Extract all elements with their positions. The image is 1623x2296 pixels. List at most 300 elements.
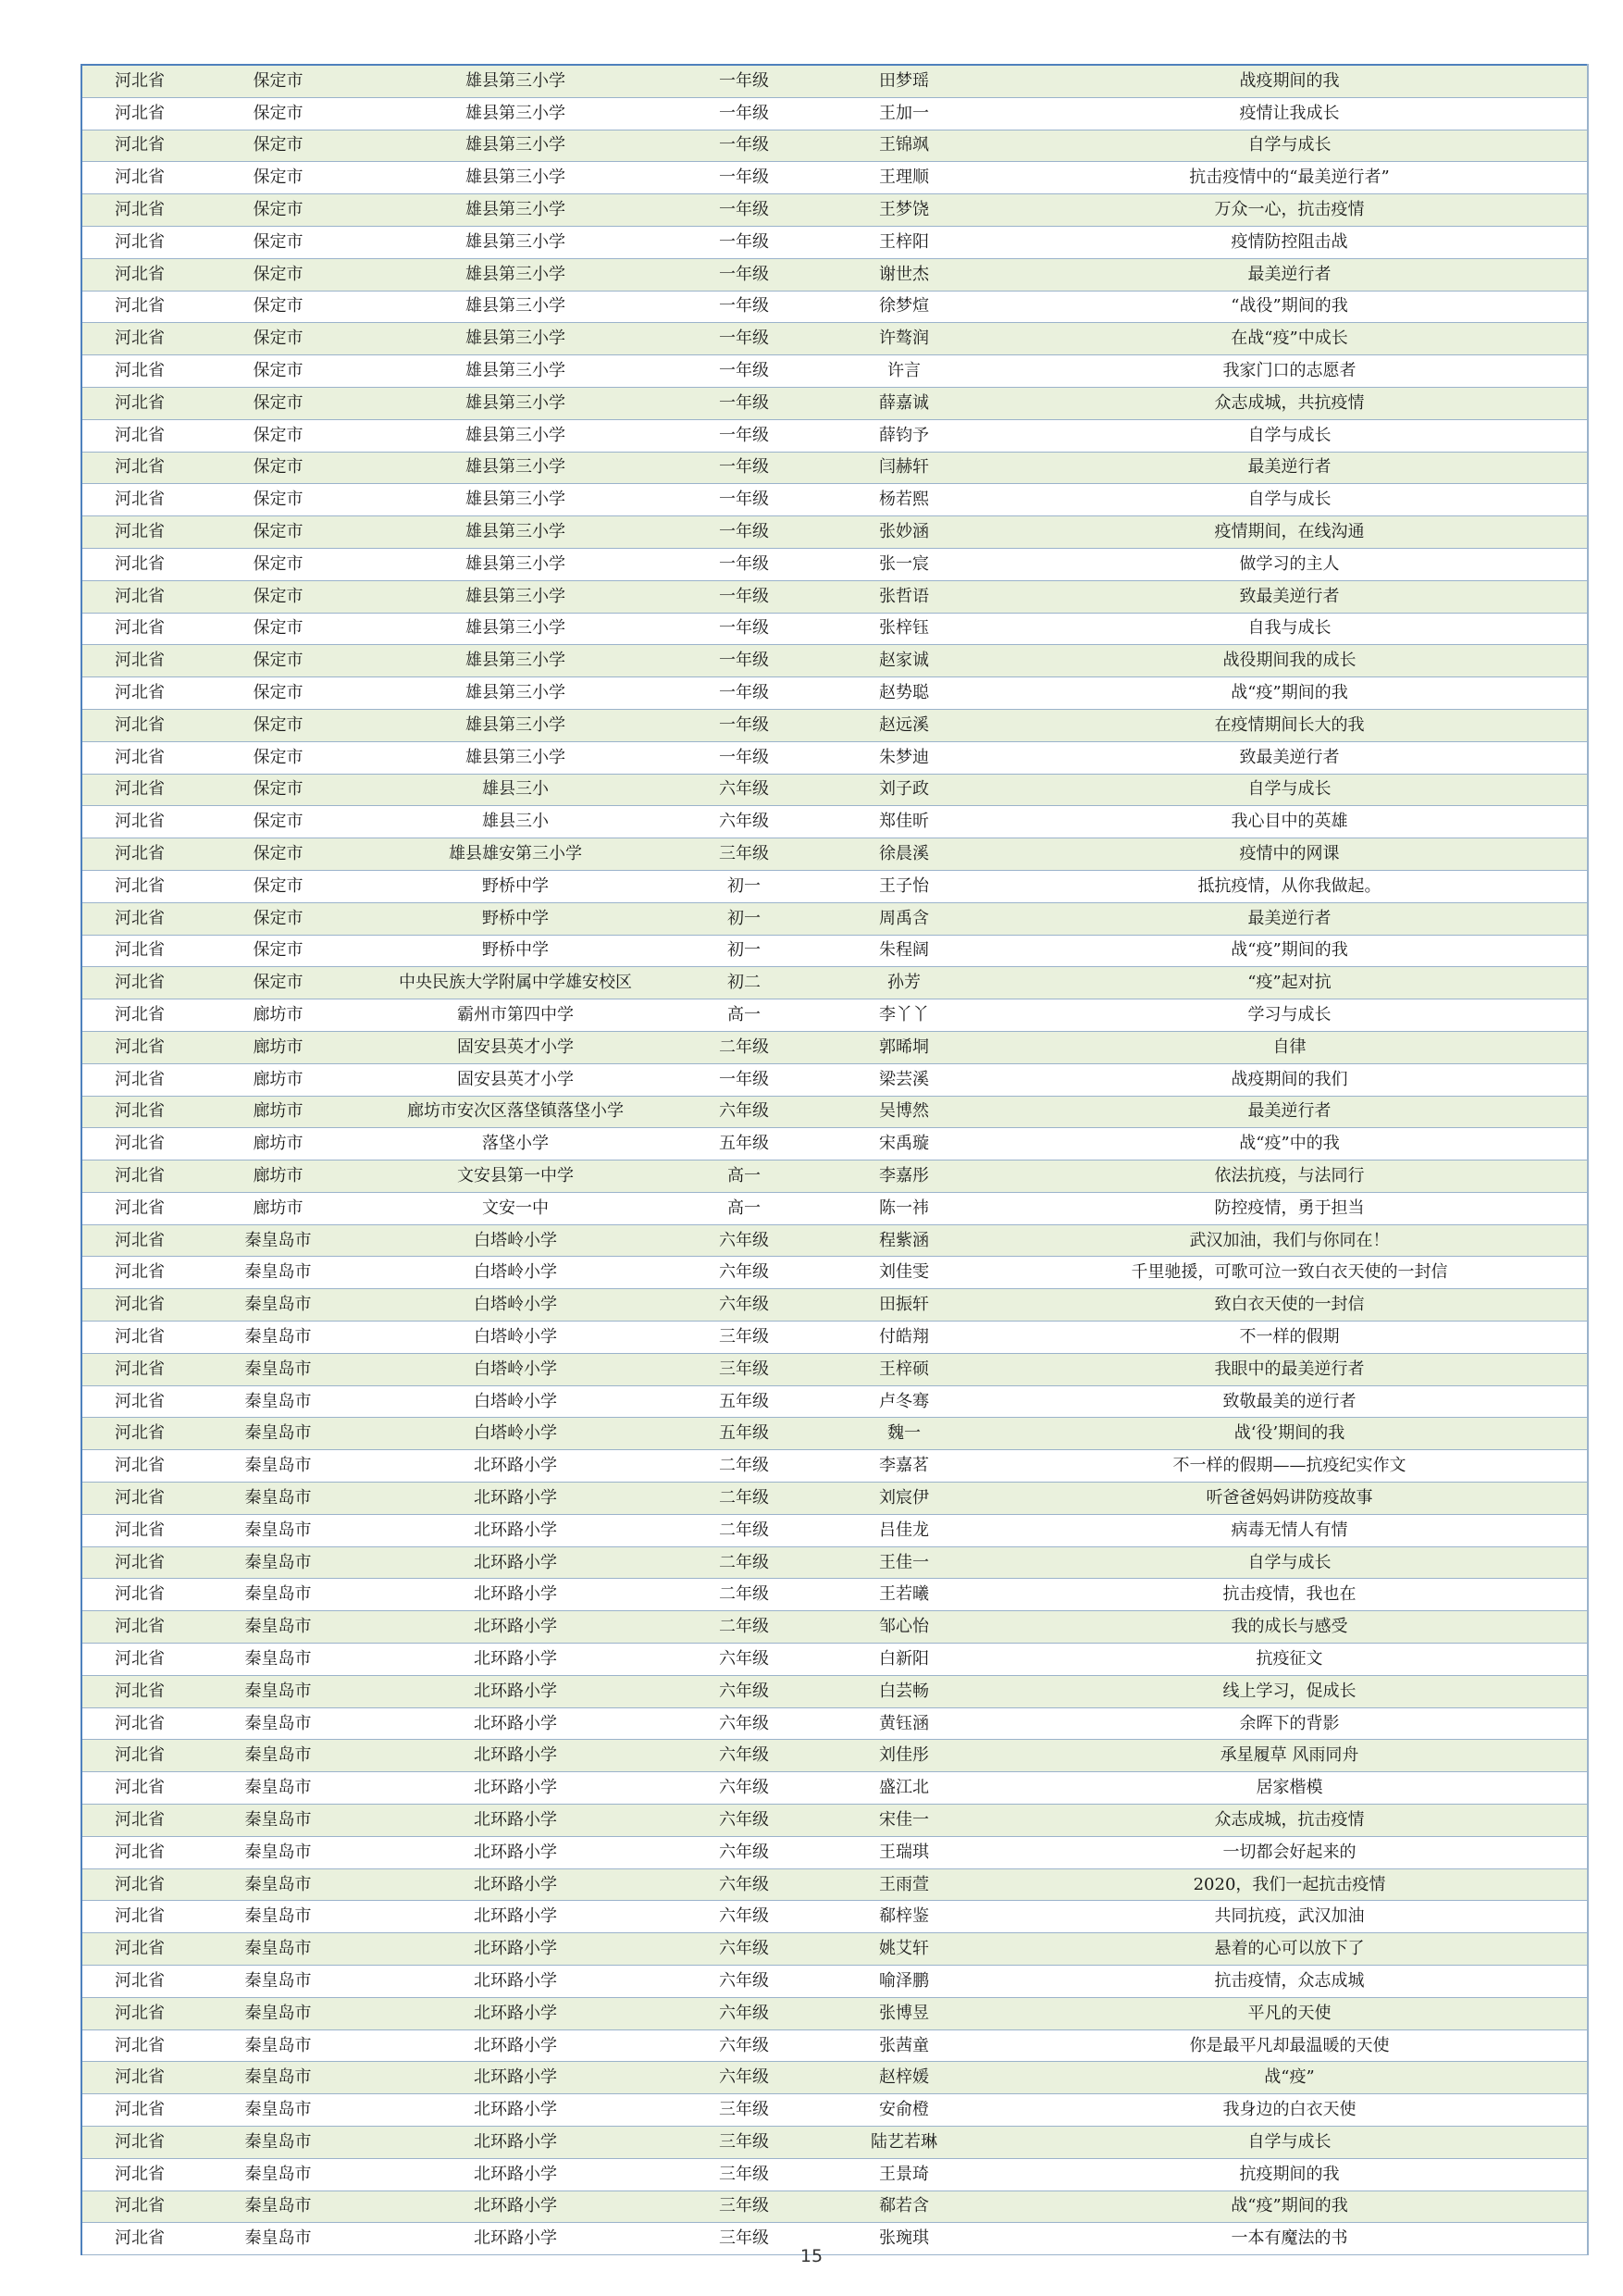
city-cell: 秦皇岛市: [197, 2094, 359, 2127]
province-cell: 河北省: [81, 1063, 197, 1096]
city-cell: 保定市: [197, 967, 359, 999]
grade-cell: 一年级: [672, 323, 816, 355]
essay-title-cell: 自学与成长: [992, 2127, 1588, 2159]
table-row: [81, 516, 1588, 549]
table-row: [81, 1483, 1588, 1515]
student-name-cell: 闫赫轩: [816, 452, 992, 484]
school-cell: 雄县三小: [359, 774, 672, 806]
student-name-cell: 徐晨溪: [816, 838, 992, 871]
grade-cell: 六年级: [672, 1096, 816, 1128]
essay-title-cell: 我身边的白衣天使: [992, 2094, 1588, 2127]
student-name-cell: 许骜润: [816, 323, 992, 355]
essay-title-cell: 学习与成长: [992, 999, 1588, 1032]
table-row: [81, 1901, 1588, 1933]
school-cell: 北环路小学: [359, 1611, 672, 1644]
student-name-cell: 张博昱: [816, 1997, 992, 2029]
table-row: [81, 1385, 1588, 1418]
province-cell: 河北省: [81, 1740, 197, 1772]
essay-title-cell: 战疫期间的我: [992, 65, 1588, 97]
province-cell: 河北省: [81, 1644, 197, 1676]
province-cell: 河北省: [81, 1128, 197, 1160]
table-row: [81, 2094, 1588, 2127]
city-cell: 保定市: [197, 806, 359, 838]
city-cell: 秦皇岛市: [197, 1805, 359, 1837]
school-cell: 雄县第三小学: [359, 323, 672, 355]
province-cell: 河北省: [81, 741, 197, 774]
grade-cell: 六年级: [672, 1675, 816, 1707]
province-cell: 河北省: [81, 1611, 197, 1644]
essay-title-cell: 千里驰援，可歌可泣一致白衣天使的一封信: [992, 1257, 1588, 1289]
province-cell: 河北省: [81, 2158, 197, 2191]
essay-title-cell: 抗击疫情，我也在: [992, 1579, 1588, 1611]
essay-title-cell: 平凡的天使: [992, 1997, 1588, 2029]
essay-title-cell: 余晖下的背影: [992, 1707, 1588, 1740]
student-name-cell: 张一宸: [816, 548, 992, 580]
school-cell: 白塔岭小学: [359, 1289, 672, 1322]
essay-title-cell: 战“疫”中的我: [992, 1128, 1588, 1160]
province-cell: 河北省: [81, 97, 197, 130]
school-cell: 雄县第三小学: [359, 162, 672, 194]
student-name-cell: 王梦饶: [816, 194, 992, 227]
city-cell: 秦皇岛市: [197, 1418, 359, 1450]
essay-title-cell: 战“疫”期间的我: [992, 2191, 1588, 2223]
essay-title-cell: 抗击疫情中的“最美逆行者”: [992, 162, 1588, 194]
essay-title-cell: 战“疫”期间的我: [992, 935, 1588, 967]
school-cell: 野桥中学: [359, 902, 672, 935]
grade-cell: 五年级: [672, 1385, 816, 1418]
grade-cell: 二年级: [672, 1031, 816, 1063]
city-cell: 秦皇岛市: [197, 1933, 359, 1966]
student-name-cell: 徐梦煊: [816, 291, 992, 323]
city-cell: 秦皇岛市: [197, 1579, 359, 1611]
essay-title-cell: 不一样的假期——抗疫纪实作文: [992, 1450, 1588, 1483]
student-name-cell: 张琬琪: [816, 2223, 992, 2255]
school-cell: 雄县第三小学: [359, 645, 672, 677]
province-cell: 河北省: [81, 258, 197, 291]
school-cell: 北环路小学: [359, 1772, 672, 1805]
student-name-cell: 宋禹璇: [816, 1128, 992, 1160]
grade-cell: 一年级: [672, 516, 816, 549]
grade-cell: 六年级: [672, 1868, 816, 1901]
city-cell: 秦皇岛市: [197, 1257, 359, 1289]
essay-title-cell: 战役期间我的成长: [992, 645, 1588, 677]
grade-cell: 三年级: [672, 2158, 816, 2191]
school-cell: 北环路小学: [359, 2029, 672, 2062]
essay-title-cell: 致最美逆行者: [992, 580, 1588, 613]
school-cell: 廊坊市安次区落垡镇落垡小学: [359, 1096, 672, 1128]
school-cell: 白塔岭小学: [359, 1224, 672, 1257]
province-cell: 河北省: [81, 645, 197, 677]
school-cell: 雄县第三小学: [359, 355, 672, 388]
grade-cell: 六年级: [672, 1997, 816, 2029]
school-cell: 雄县第三小学: [359, 677, 672, 710]
school-cell: 北环路小学: [359, 1805, 672, 1837]
student-name-cell: 刘宸伊: [816, 1483, 992, 1515]
student-name-cell: 邹心怡: [816, 1611, 992, 1644]
city-cell: 秦皇岛市: [197, 1322, 359, 1354]
school-cell: 北环路小学: [359, 1579, 672, 1611]
essay-title-cell: 自学与成长: [992, 130, 1588, 162]
student-name-cell: 王若曦: [816, 1579, 992, 1611]
grade-cell: 初二: [672, 967, 816, 999]
school-cell: 北环路小学: [359, 2223, 672, 2255]
school-cell: 北环路小学: [359, 1483, 672, 1515]
city-cell: 秦皇岛市: [197, 2062, 359, 2094]
province-cell: 河北省: [81, 870, 197, 902]
grade-cell: 二年级: [672, 1579, 816, 1611]
province-cell: 河北省: [81, 130, 197, 162]
province-cell: 河北省: [81, 291, 197, 323]
grade-cell: 五年级: [672, 1128, 816, 1160]
city-cell: 保定市: [197, 97, 359, 130]
school-cell: 野桥中学: [359, 870, 672, 902]
student-name-cell: 赵梓媛: [816, 2062, 992, 2094]
table-row: [81, 1836, 1588, 1868]
grade-cell: 高一: [672, 999, 816, 1032]
school-cell: 北环路小学: [359, 1966, 672, 1998]
school-cell: 文安县第一中学: [359, 1160, 672, 1193]
grade-cell: 六年级: [672, 1805, 816, 1837]
student-name-cell: 田振轩: [816, 1289, 992, 1322]
table-row: [81, 2029, 1588, 2062]
province-cell: 河北省: [81, 1933, 197, 1966]
table-row: [81, 1096, 1588, 1128]
school-cell: 白塔岭小学: [359, 1322, 672, 1354]
school-cell: 北环路小学: [359, 1740, 672, 1772]
student-name-cell: 刘佳彤: [816, 1740, 992, 1772]
province-cell: 河北省: [81, 935, 197, 967]
city-cell: 秦皇岛市: [197, 1353, 359, 1385]
table-row: [81, 967, 1588, 999]
essay-title-cell: “疫”起对抗: [992, 967, 1588, 999]
student-name-cell: 盛江北: [816, 1772, 992, 1805]
essay-title-cell: 自学与成长: [992, 484, 1588, 516]
city-cell: 秦皇岛市: [197, 1546, 359, 1579]
grade-cell: 六年级: [672, 1257, 816, 1289]
essay-title-cell: 一本有魔法的书: [992, 2223, 1588, 2255]
table-row: [81, 741, 1588, 774]
city-cell: 保定市: [197, 355, 359, 388]
city-cell: 保定市: [197, 548, 359, 580]
essay-title-cell: 抗疫期间的我: [992, 2158, 1588, 2191]
student-name-cell: 薛嘉诚: [816, 387, 992, 419]
city-cell: 秦皇岛市: [197, 1224, 359, 1257]
province-cell: 河北省: [81, 2127, 197, 2159]
table-row: [81, 1740, 1588, 1772]
grade-cell: 二年级: [672, 1514, 816, 1546]
school-cell: 雄县雄安第三小学: [359, 838, 672, 871]
province-cell: 河北省: [81, 967, 197, 999]
city-cell: 保定市: [197, 645, 359, 677]
student-name-cell: 朱程阔: [816, 935, 992, 967]
student-name-cell: 李丫丫: [816, 999, 992, 1032]
table-row: [81, 774, 1588, 806]
student-name-cell: 王加一: [816, 97, 992, 130]
essay-title-cell: 我眼中的最美逆行者: [992, 1353, 1588, 1385]
student-name-cell: 李嘉茗: [816, 1450, 992, 1483]
province-cell: 河北省: [81, 1160, 197, 1193]
city-cell: 保定市: [197, 838, 359, 871]
city-cell: 保定市: [197, 709, 359, 741]
city-cell: 廊坊市: [197, 1160, 359, 1193]
grade-cell: 六年级: [672, 1901, 816, 1933]
province-cell: 河北省: [81, 1353, 197, 1385]
student-name-cell: 王梓阳: [816, 226, 992, 258]
city-cell: 秦皇岛市: [197, 1772, 359, 1805]
city-cell: 秦皇岛市: [197, 2191, 359, 2223]
essay-title-cell: 最美逆行者: [992, 902, 1588, 935]
student-name-cell: 许言: [816, 355, 992, 388]
table-row: [81, 419, 1588, 452]
province-cell: 河北省: [81, 1836, 197, 1868]
student-name-cell: 朱梦迪: [816, 741, 992, 774]
grade-cell: 一年级: [672, 291, 816, 323]
grade-cell: 五年级: [672, 1418, 816, 1450]
school-cell: 中央民族大学附属中学雄安校区: [359, 967, 672, 999]
table-row: [81, 806, 1588, 838]
essay-title-cell: 自学与成长: [992, 774, 1588, 806]
essay-title-cell: 线上学习，促成长: [992, 1675, 1588, 1707]
student-name-cell: 吕佳龙: [816, 1514, 992, 1546]
province-cell: 河北省: [81, 1966, 197, 1998]
table-row: [81, 387, 1588, 419]
province-cell: 河北省: [81, 1707, 197, 1740]
essay-title-cell: 悬着的心可以放下了: [992, 1933, 1588, 1966]
table-row: [81, 97, 1588, 130]
province-cell: 河北省: [81, 902, 197, 935]
province-cell: 河北省: [81, 2094, 197, 2127]
province-cell: 河北省: [81, 226, 197, 258]
school-cell: 北环路小学: [359, 2191, 672, 2223]
essay-title-cell: 不一样的假期: [992, 1322, 1588, 1354]
student-name-cell: 陈一祎: [816, 1192, 992, 1224]
city-cell: 保定市: [197, 452, 359, 484]
city-cell: 秦皇岛市: [197, 1707, 359, 1740]
table-row: [81, 162, 1588, 194]
grade-cell: 一年级: [672, 162, 816, 194]
grade-cell: 三年级: [672, 2127, 816, 2159]
school-cell: 雄县第三小学: [359, 741, 672, 774]
student-name-cell: 白芸畅: [816, 1675, 992, 1707]
page-number: 15: [799, 2246, 824, 2266]
city-cell: 廊坊市: [197, 1096, 359, 1128]
school-cell: 雄县第三小学: [359, 452, 672, 484]
essay-title-cell: 防控疫情，勇于担当: [992, 1192, 1588, 1224]
student-name-cell: 梁芸溪: [816, 1063, 992, 1096]
table-row: [81, 226, 1588, 258]
city-cell: 保定市: [197, 291, 359, 323]
table-row: [81, 1772, 1588, 1805]
province-cell: 河北省: [81, 2029, 197, 2062]
student-name-cell: 王锦飒: [816, 130, 992, 162]
table-row: [81, 452, 1588, 484]
province-cell: 河北省: [81, 774, 197, 806]
grade-cell: 一年级: [672, 645, 816, 677]
student-name-cell: 张哲语: [816, 580, 992, 613]
city-cell: 秦皇岛市: [197, 1868, 359, 1901]
essay-title-cell: 最美逆行者: [992, 452, 1588, 484]
province-cell: 河北省: [81, 1031, 197, 1063]
table-row: [81, 1063, 1588, 1096]
school-cell: 雄县第三小学: [359, 97, 672, 130]
province-cell: 河北省: [81, 1257, 197, 1289]
city-cell: 保定市: [197, 484, 359, 516]
city-cell: 秦皇岛市: [197, 1483, 359, 1515]
listing-sheet: [81, 64, 1587, 2255]
student-name-cell: 刘佳雯: [816, 1257, 992, 1289]
grade-cell: 六年级: [672, 1772, 816, 1805]
table-row: [81, 999, 1588, 1032]
student-name-cell: 刘子政: [816, 774, 992, 806]
province-cell: 河北省: [81, 1868, 197, 1901]
essay-title-cell: 自学与成长: [992, 419, 1588, 452]
province-cell: 河北省: [81, 1289, 197, 1322]
table-row: [81, 1353, 1588, 1385]
school-cell: 白塔岭小学: [359, 1385, 672, 1418]
essay-title-cell: 你是最平凡却最温暖的天使: [992, 2029, 1588, 2062]
student-name-cell: 赵势聪: [816, 677, 992, 710]
student-name-cell: 卢冬骞: [816, 1385, 992, 1418]
province-cell: 河北省: [81, 323, 197, 355]
school-cell: 北环路小学: [359, 2127, 672, 2159]
student-name-cell: 周禹含: [816, 902, 992, 935]
school-cell: 雄县三小: [359, 806, 672, 838]
city-cell: 秦皇岛市: [197, 1836, 359, 1868]
table-row: [81, 291, 1588, 323]
grade-cell: 二年级: [672, 1450, 816, 1483]
grade-cell: 一年级: [672, 65, 816, 97]
grade-cell: 三年级: [672, 2191, 816, 2223]
table-row: [81, 484, 1588, 516]
school-cell: 北环路小学: [359, 2094, 672, 2127]
province-cell: 河北省: [81, 484, 197, 516]
city-cell: 秦皇岛市: [197, 1644, 359, 1676]
city-cell: 秦皇岛市: [197, 1289, 359, 1322]
entries-table: [81, 64, 1589, 2255]
essay-title-cell: 病毒无情人有情: [992, 1514, 1588, 1546]
city-cell: 保定市: [197, 419, 359, 452]
school-cell: 雄县第三小学: [359, 709, 672, 741]
province-cell: 河北省: [81, 999, 197, 1032]
city-cell: 秦皇岛市: [197, 2127, 359, 2159]
province-cell: 河北省: [81, 613, 197, 645]
grade-cell: 二年级: [672, 1483, 816, 1515]
school-cell: 雄县第三小学: [359, 516, 672, 549]
school-cell: 固安县英才小学: [359, 1063, 672, 1096]
province-cell: 河北省: [81, 1224, 197, 1257]
grade-cell: 六年级: [672, 1224, 816, 1257]
school-cell: 白塔岭小学: [359, 1418, 672, 1450]
table-row: [81, 1675, 1588, 1707]
province-cell: 河北省: [81, 1192, 197, 1224]
table-row: [81, 355, 1588, 388]
school-cell: 北环路小学: [359, 1514, 672, 1546]
table-row: [81, 709, 1588, 741]
table-row: [81, 838, 1588, 871]
city-cell: 保定市: [197, 741, 359, 774]
table-row: [81, 1289, 1588, 1322]
school-cell: 雄县第三小学: [359, 387, 672, 419]
table-row: [81, 130, 1588, 162]
grade-cell: 一年级: [672, 452, 816, 484]
student-name-cell: 宋佳一: [816, 1805, 992, 1837]
grade-cell: 一年级: [672, 194, 816, 227]
school-cell: 固安县英才小学: [359, 1031, 672, 1063]
grade-cell: 一年级: [672, 741, 816, 774]
student-name-cell: 孙芳: [816, 967, 992, 999]
essay-title-cell: 致白衣天使的一封信: [992, 1289, 1588, 1322]
province-cell: 河北省: [81, 677, 197, 710]
student-name-cell: 王佳一: [816, 1546, 992, 1579]
essay-title-cell: 抗击疫情，众志成城: [992, 1966, 1588, 1998]
school-cell: 北环路小学: [359, 1644, 672, 1676]
essay-title-cell: 听爸爸妈妈讲防疫故事: [992, 1483, 1588, 1515]
school-cell: 雄县第三小学: [359, 258, 672, 291]
table-row: [81, 613, 1588, 645]
grade-cell: 一年级: [672, 97, 816, 130]
grade-cell: 三年级: [672, 838, 816, 871]
city-cell: 保定市: [197, 130, 359, 162]
essay-title-cell: 自我与成长: [992, 613, 1588, 645]
province-cell: 河北省: [81, 162, 197, 194]
province-cell: 河北省: [81, 1514, 197, 1546]
grade-cell: 六年级: [672, 1836, 816, 1868]
essay-title-cell: 居家楷模: [992, 1772, 1588, 1805]
essay-title-cell: 一切都会好起来的: [992, 1836, 1588, 1868]
province-cell: 河北省: [81, 1322, 197, 1354]
grade-cell: 三年级: [672, 1322, 816, 1354]
table-row: [81, 1997, 1588, 2029]
student-name-cell: 李嘉彤: [816, 1160, 992, 1193]
table-row: [81, 258, 1588, 291]
table-row: [81, 1966, 1588, 1998]
school-cell: 北环路小学: [359, 1836, 672, 1868]
school-cell: 北环路小学: [359, 1933, 672, 1966]
province-cell: 河北省: [81, 452, 197, 484]
province-cell: 河北省: [81, 1805, 197, 1837]
province-cell: 河北省: [81, 806, 197, 838]
province-cell: 河北省: [81, 2191, 197, 2223]
essay-title-cell: 致敬最美的逆行者: [992, 1385, 1588, 1418]
student-name-cell: 王梓硕: [816, 1353, 992, 1385]
essay-title-cell: 疫情让我成长: [992, 97, 1588, 130]
school-cell: 北环路小学: [359, 1675, 672, 1707]
province-cell: 河北省: [81, 1675, 197, 1707]
table-row: [81, 1128, 1588, 1160]
city-cell: 保定市: [197, 323, 359, 355]
school-cell: 北环路小学: [359, 2062, 672, 2094]
table-row: [81, 1322, 1588, 1354]
city-cell: 保定市: [197, 774, 359, 806]
student-name-cell: 陆艺若琳: [816, 2127, 992, 2159]
grade-cell: 六年级: [672, 1740, 816, 1772]
essay-title-cell: 疫情中的网课: [992, 838, 1588, 871]
grade-cell: 一年级: [672, 484, 816, 516]
student-name-cell: 郭晞垌: [816, 1031, 992, 1063]
student-name-cell: 王理顺: [816, 162, 992, 194]
province-cell: 河北省: [81, 1418, 197, 1450]
essay-title-cell: 万众一心，抗击疫情: [992, 194, 1588, 227]
school-cell: 文安一中: [359, 1192, 672, 1224]
province-cell: 河北省: [81, 1450, 197, 1483]
city-cell: 秦皇岛市: [197, 1675, 359, 1707]
province-cell: 河北省: [81, 419, 197, 452]
province-cell: 河北省: [81, 580, 197, 613]
grade-cell: 一年级: [672, 130, 816, 162]
grade-cell: 一年级: [672, 1063, 816, 1096]
table-row: [81, 323, 1588, 355]
school-cell: 落垡小学: [359, 1128, 672, 1160]
